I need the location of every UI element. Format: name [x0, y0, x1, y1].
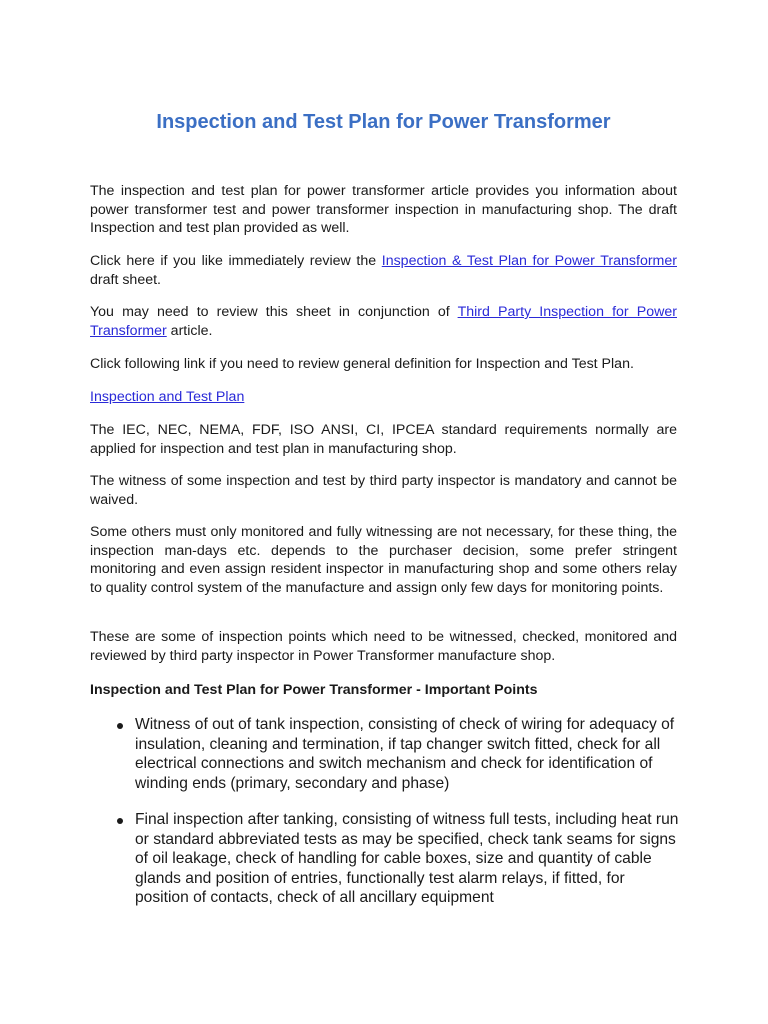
third-party-inspection-link[interactable]: Third Party Inspection for Power Transformer — [90, 304, 677, 339]
intro-paragraph: The inspection and test plan for power transformer article provides you information about power transformer test and power transformer inspection in manufacturing shop. The draft Inspection and test plan provided as well. — [90, 183, 677, 236]
list-item — [90, 810, 680, 908]
click-here-text-after: draft sheet. — [90, 271, 161, 288]
important-points-list — [90, 715, 680, 925]
page-title: Inspection and Test Plan for Power Transformer — [156, 111, 611, 133]
list-item-text: Final inspection after tanking, consisting of witness full tests, including heat run or standard abbreviated tests as may be specified, check tank seams for signs of oil leakage, check of handling for cable boxes, size and quantity of cable glands and position of entries, functionally test alarm relays, if fitted, for position of contacts, check of all ancillary equipment — [135, 811, 679, 906]
standards-paragraph: The IEC, NEC, NEMA, FDF, ISO ANSI, CI, IPCEA standard requirements normally are applied for inspection and test plan in manufacturing shop. — [90, 422, 677, 457]
inspection-points-paragraph: These are some of inspection points which need to be witnessed, checked, monitored and reviewed by third party inspector in Power Transformer manufacture shop. — [90, 629, 677, 664]
click-here-paragraph — [90, 252, 677, 289]
review-text-after: article. — [166, 322, 213, 339]
list-item — [90, 715, 680, 793]
itp-link-paragraph — [90, 388, 677, 407]
monitored-paragraph: Some others must only monitored and fully witnessing are not necessary, for these thing, the inspection man-days etc. depends to the purchaser decision, some prefer stringent monitoring and even assign resident inspector in manufacturing shop and some others relay to quality control system of the manufacture and assign only few days for monitoring points. — [90, 524, 677, 596]
bullet-dot-icon — [117, 818, 123, 824]
list-item-text: Witness of out of tank inspection, consisting of check of wiring for adequacy of insulation, cleaning and termination, if tap changer switch fitted, check for all electrical connections and switch mechanism and check for identification of winding ends (primary, secondary and phase) — [135, 716, 675, 792]
important-points-heading: Inspection and Test Plan for Power Transformer - Important Points — [90, 682, 538, 698]
bullet-dot-icon — [117, 723, 123, 729]
review-paragraph — [90, 303, 677, 340]
general-definition-paragraph: Click following link if you need to review general definition for Inspection and Test Plan. — [90, 356, 634, 372]
witness-paragraph: The witness of some inspection and test by third party inspector is mandatory and cannot be waived. — [90, 473, 677, 508]
inspection-and-test-plan-link[interactable]: Inspection and Test Plan — [90, 389, 245, 405]
click-here-text-before: Click here if you like immediately review the — [90, 253, 382, 269]
review-text-before: You may need to review this sheet in conjunction of — [90, 304, 458, 320]
itp-draft-sheet-link[interactable]: Inspection & Test Plan for Power Transformer — [381, 253, 677, 269]
